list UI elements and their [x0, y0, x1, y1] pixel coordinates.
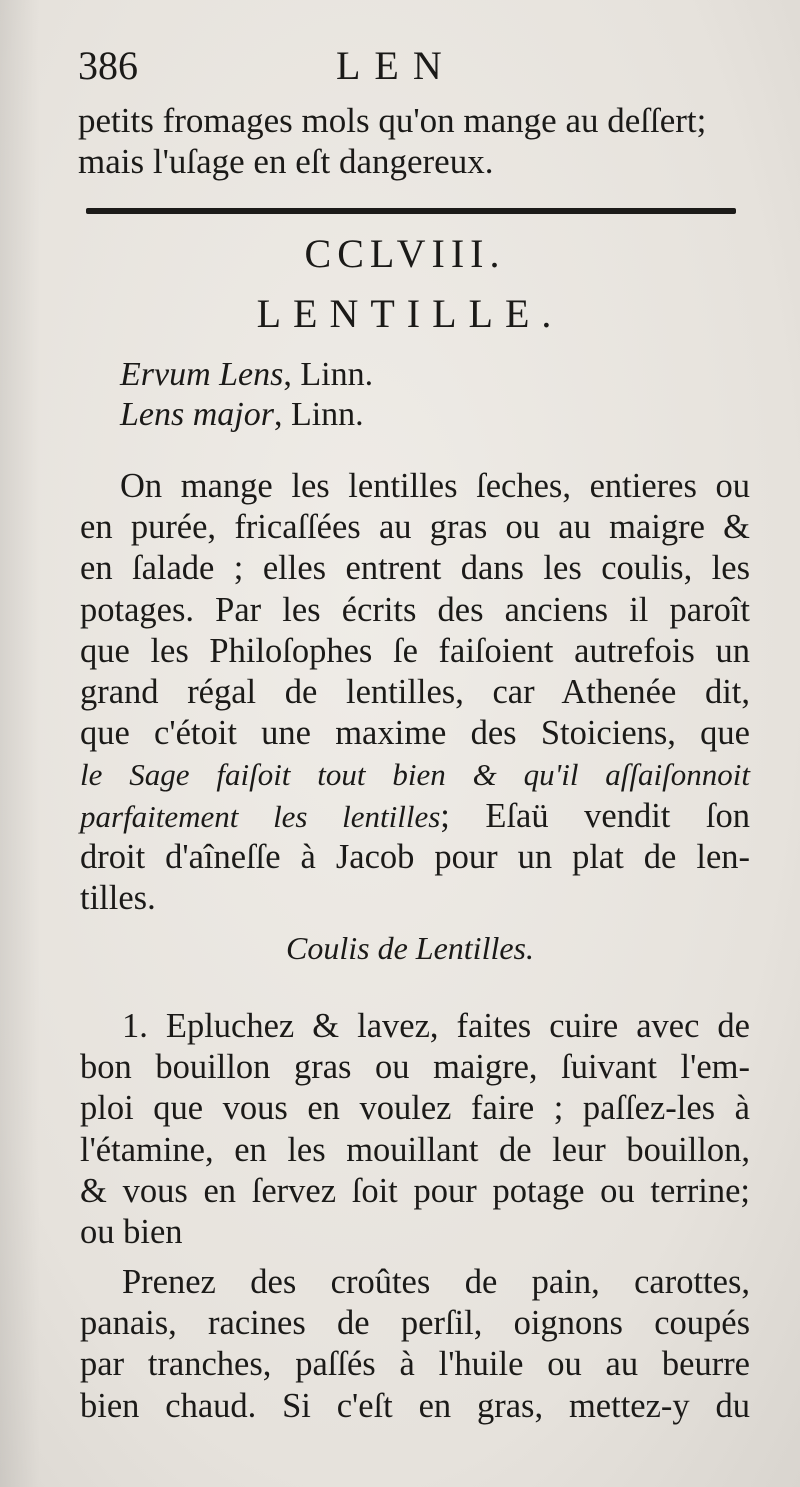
section-number: CCLVIII. [304, 231, 506, 276]
text-line: que les Philoſophes ſe faiſoient autrefois un [80, 631, 750, 670]
text-line: ou bien [80, 1213, 183, 1252]
recipe-heading: Coulis de Lentilles. [286, 930, 534, 966]
running-head [78, 42, 738, 92]
text-line: potages. Par les écrits des anciens il paroît [80, 590, 750, 629]
text-line: grand régal de lentilles, car Athenée dit, [80, 673, 750, 712]
text-line: par tranches, paſſés à l'huile ou au beurre [80, 1345, 750, 1384]
paragraph-recipe-1 [80, 1006, 750, 1253]
gutter-shadow [0, 0, 40, 1487]
text-line: 1. Epluchez & lavez, faites cuire avec de [122, 1007, 750, 1045]
synonym-author: , Linn. [283, 356, 374, 393]
carry-over-line-2: mais l'uſage en eſt dangereux. [78, 142, 494, 181]
section-divider-rule [86, 208, 736, 214]
paragraph-description [80, 466, 750, 919]
text-line: tilles. [80, 879, 156, 918]
paragraph-recipe-2 [80, 1262, 750, 1427]
carry-over-line-1: petits fromages mols qu'on mange au deſſert; [78, 101, 707, 140]
text-line: panais, racines de perſil, oignons coupés [80, 1304, 750, 1343]
text-line: On mange les lentilles ſeches, entieres ou [120, 467, 750, 505]
synonym-author: , Linn. [273, 396, 364, 433]
text-line: droit d'aîneſſe à Jacob pour un plat de len- [80, 837, 750, 876]
text-line: bien chaud. Si c'eſt en gras, mettez-y du [80, 1386, 750, 1425]
text-line: ploi que vous en voulez faire ; paſſez-les à [80, 1089, 750, 1128]
botanical-synonyms [120, 355, 373, 435]
italic-quote-end: parfaitement les lentilles [80, 798, 441, 834]
text-line: que c'étoit une maxime des Stoiciens, que [80, 714, 750, 753]
page-number: 386 [78, 43, 138, 88]
head-word: LEN [336, 43, 456, 88]
italic-quote-line: le Sage faiſoit tout bien & qu'il aſſaiſonnoit [80, 757, 750, 793]
carry-over-text [78, 100, 758, 182]
text-line: Prenez des croûtes de pain, carottes, [122, 1263, 750, 1301]
text-line: en purée, fricaſſées au gras ou au maigre & [80, 508, 750, 547]
synonym-entry [120, 395, 373, 435]
text-after-quote: ; Eſaü vendit ſon [440, 796, 750, 835]
text-line-mixed [80, 796, 750, 837]
text-line: & vous en ſervez ſoit pour potage ou terrine; [80, 1171, 750, 1210]
text-line: l'étamine, en les mouillant de leur bouillon, [80, 1130, 750, 1169]
text-line: en ſalade ; elles entrent dans les coulis, les [80, 549, 750, 588]
synonym-latin-name: Lens major [120, 396, 274, 433]
text-line: bon bouillon gras ou maigre, ſuivant l'em- [80, 1048, 750, 1087]
section-title: LENTILLE. [256, 291, 564, 336]
synonym-latin-name: Ervum Lens [120, 356, 284, 393]
synonym-entry [120, 355, 373, 395]
